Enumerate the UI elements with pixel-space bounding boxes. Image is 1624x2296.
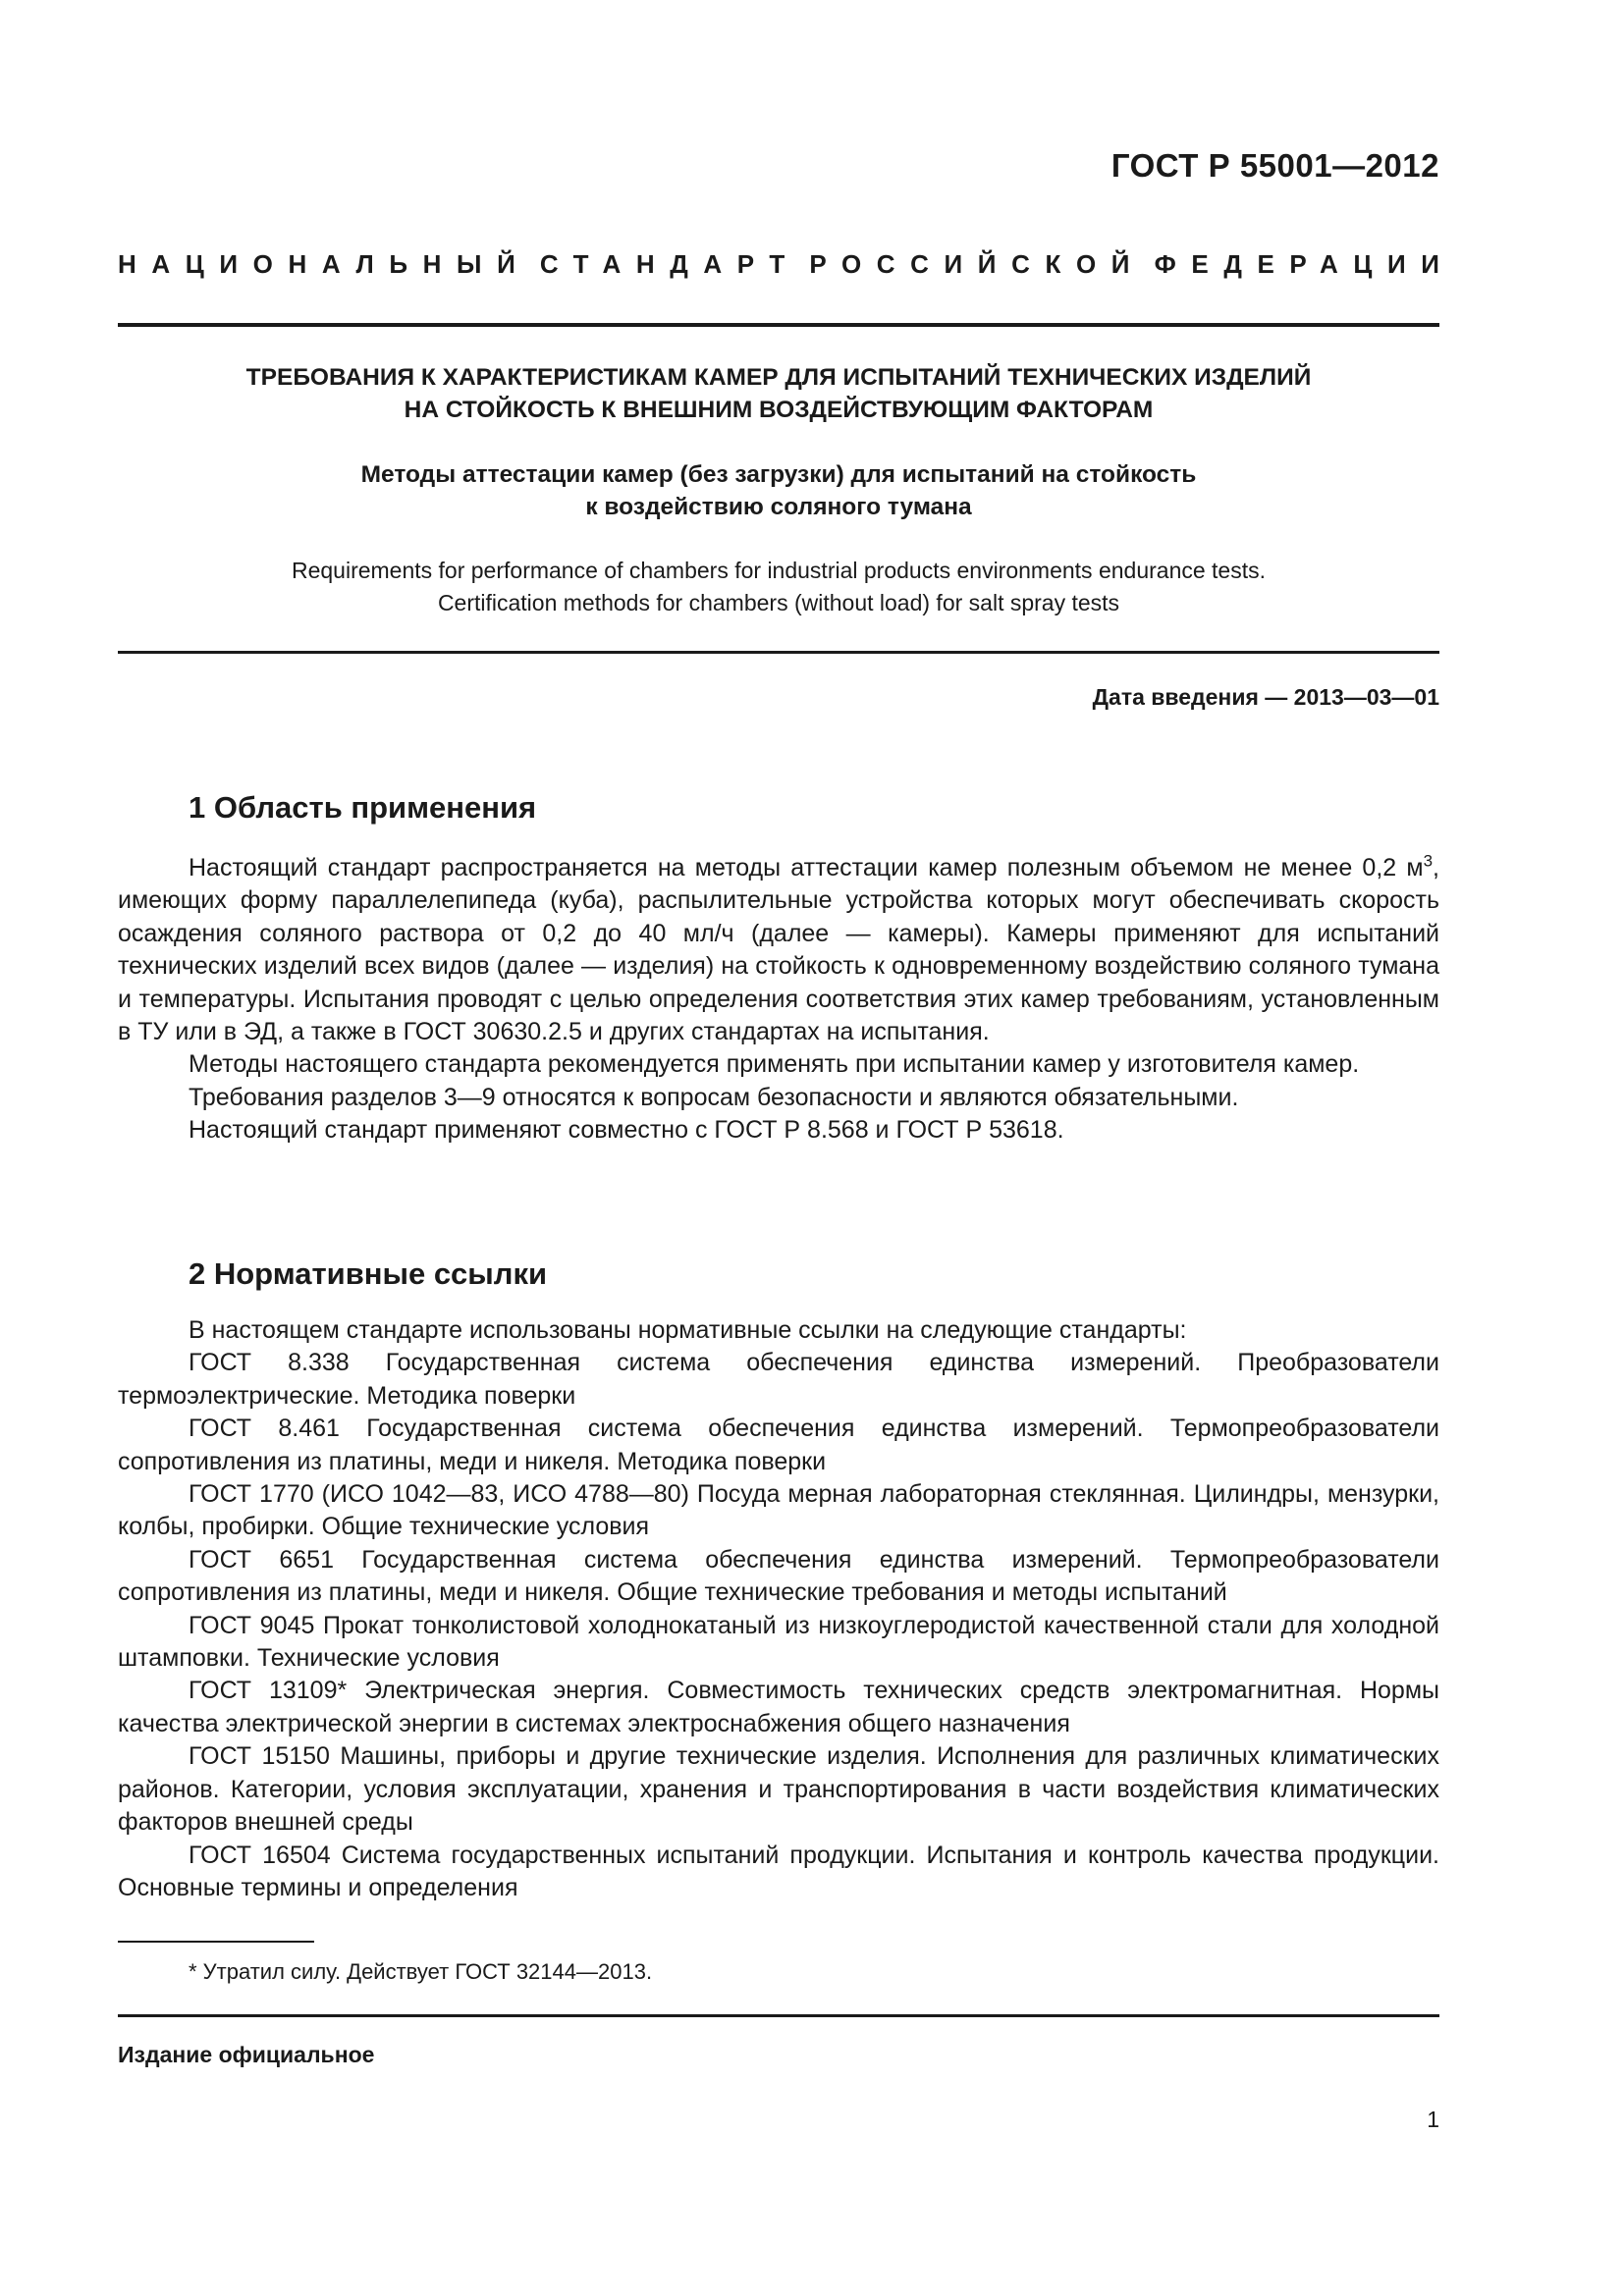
section-2-body (118, 1314, 1439, 1904)
section-1-paragraph: Требования разделов 3—9 относятся к вопросам безопасности и являются обязательными. (189, 1083, 1239, 1111)
section-2-heading: 2 Нормативные ссылки (189, 1256, 548, 1291)
english-title (118, 555, 1439, 619)
section-1-heading: 1 Область применения (189, 790, 537, 825)
section-1-paragraph: Настоящий стандарт применяют совместно с ГОСТ Р 8.568 и ГОСТ Р 53618. (189, 1116, 1064, 1145)
document-title (118, 361, 1439, 426)
footer-rule (118, 2014, 1439, 2017)
normative-reference: ГОСТ 15150 Машины, приборы и другие технические изделия. Исполнения для различных климатических районов. Категории, условия эксплуатации, хранения и транспортирования в части воздействия климатических факторов внешней среды (118, 1742, 1439, 1837)
section-1-paragraph: Методы настоящего стандарта рекомендуется применять при испытании камер у изготовителя камер. (189, 1050, 1360, 1079)
english-title-line: Certification methods for chambers (without load) for salt spray tests (437, 590, 1120, 615)
section-1-paragraph: Настоящий стандарт распространяется на методы аттестации камер полезным объемом не менее 0,2 $м^3$, имеющих форму параллелепипеда (куба), распылительные устройства которых могут обеспечивать скорость осаждения соляного раствора от 0,2 до 40 мл/ч (далее — камеры). Камеры применяют для испытаний технических изделий всех видов (далее — изделия) на стойкость к одновременному воздействию соляного тумана и температуры. Испытания проводят с целью определения соответствия этих камер требованиям, установленным в ТУ или в ЭД, а также в ГОСТ 30630.2.5 и других стандартах на испытания. (118, 851, 1439, 1046)
normative-reference: ГОСТ 13109* Электрическая энергия. Совместимость технических средств электромагнитная. Нормы качества электрической энергии в системах электроснабжения общего назначения (118, 1677, 1439, 1737)
normative-reference: ГОСТ 8.461 Государственная система обеспечения единства измерений. Термопреобразователи сопротивления из платины, меди и никеля. Методика поверки (118, 1415, 1439, 1475)
banner-word: РОССИЙСКОЙ (809, 249, 1146, 279)
national-standard-banner (118, 249, 1455, 280)
banner-word: СТАНДАРТ (539, 249, 800, 279)
footnote-rule (118, 1941, 314, 1943)
section-1-body (118, 852, 1439, 1148)
official-edition-label: Издание официальное (118, 2042, 375, 2067)
introduction-date: Дата введения — 2013—03—01 (1092, 684, 1439, 710)
document-number: ГОСТ Р 55001—2012 (1110, 147, 1439, 184)
document-subtitle (118, 458, 1439, 523)
english-title-line: Requirements for performance of chambers for industrial products environments endurance tests. (291, 558, 1267, 583)
document-page (118, 0, 1455, 2296)
page-number: 1 (1427, 2107, 1439, 2132)
footnote: * Утратил силу. Действует ГОСТ 32144—2013. (189, 1959, 653, 1984)
subtitle-line: Методы аттестации камер (без загрузки) для испытаний на стойкость (360, 461, 1197, 488)
banner-word: НАЦИОНАЛЬНЫЙ (118, 249, 531, 279)
title-line: НА СТОЙКОСТЬ К ВНЕШНИМ ВОЗДЕЙСТВУЮЩИМ ФАКТОРАМ (404, 397, 1154, 423)
normative-reference: ГОСТ 6651 Государственная система обеспечения единства измерений. Термопреобразователи сопротивления из платины, меди и никеля. Общие технические требования и методы испытаний (118, 1545, 1439, 1607)
title-line: ТРЕБОВАНИЯ К ХАРАКТЕРИСТИКАМ КАМЕР ДЛЯ ИСПЫТАНИЙ ТЕХНИЧЕСКИХ ИЗДЕЛИЙ (245, 364, 1312, 391)
title-rule (118, 651, 1439, 654)
normative-reference: ГОСТ 16504 Система государственных испытаний продукции. Испытания и контроль качества продукции. Основные термины и определения (118, 1841, 1439, 1901)
header-rule (118, 323, 1439, 327)
banner-word: ФЕДЕРАЦИИ (1154, 249, 1455, 279)
normative-reference: ГОСТ 1770 (ИСО 1042—83, ИСО 4788—80) Посуда мерная лабораторная стеклянная. Цилиндры, мензурки, колбы, пробирки. Общие технические условия (118, 1480, 1439, 1541)
section-2-intro: В настоящем стандарте использованы нормативные ссылки на следующие стандарты: (189, 1316, 1187, 1344)
subtitle-line: к воздействию соляного тумана (585, 494, 972, 520)
normative-reference: ГОСТ 9045 Прокат тонколистовой холоднокатаный из низкоуглеродистой качественной стали для холодной штамповки. Технические условия (118, 1611, 1439, 1673)
normative-reference: ГОСТ 8.338 Государственная система обеспечения единства измерений. Преобразователи термоэлектрические. Методика поверки (118, 1349, 1439, 1410)
